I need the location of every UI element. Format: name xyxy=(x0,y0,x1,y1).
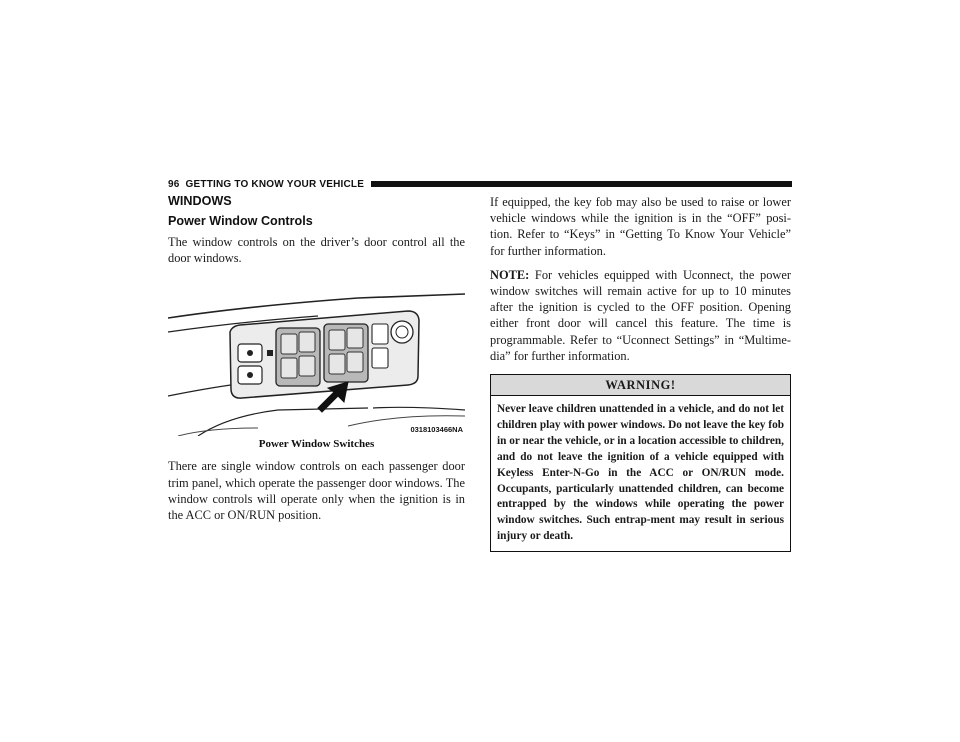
note-label: NOTE: xyxy=(490,267,530,282)
figure-code: 0318103466NA xyxy=(410,425,463,435)
section-title: GETTING TO KNOW YOUR VEHICLE xyxy=(185,178,365,190)
power-window-switches-figure xyxy=(168,288,465,436)
page-header xyxy=(168,177,792,191)
intro-paragraph: The window controls on the driver’s door control all the door windows. xyxy=(168,235,465,266)
figure-caption: Power Window Switches xyxy=(258,438,375,451)
left-column xyxy=(168,192,465,531)
door-panel-illustration xyxy=(168,288,465,436)
key-fob-paragraph: If equipped, the key fob may also be used to raise or lower vehicle windows while the ignition is in the “OFF” posi-tion. Refer to “Keys” in “Getting To Know Your Vehicle” for further information. xyxy=(490,195,791,258)
right-column xyxy=(490,194,791,552)
warning-box xyxy=(490,374,791,552)
passenger-controls-paragraph: There are single window controls on each passenger door trim panel, which operate the passenger door windows. The window controls will operate only when the ignition is in the ACC or ON/RUN position. xyxy=(168,459,465,523)
subsection-heading: Power Window Controls xyxy=(168,214,313,228)
warning-title: WARNING! xyxy=(491,375,790,396)
page-number: 96 xyxy=(168,178,180,190)
note-text: For vehicles equipped with Uconnect, the power window switches will remain active for up to 10 minutes after the ignition is cycled to the OFF position. Opening either front door will cancel this feature. The time is programmable. Refer to “Uconnect Settings” in “Multime-dia” for further information. xyxy=(490,267,791,363)
section-heading: WINDOWS xyxy=(168,194,232,208)
note-paragraph xyxy=(490,267,791,364)
warning-text: Never leave children unattended in a vehicle, and do not let children play with power windows. Do not leave the key fob in or near the vehicle, or in a location accessible to children, and do not leave the ignition of a vehicle equipped with Keyless Enter-N-Go in the ACC or ON/RUN mode. Occupants, particularly unattended children, can become entrapped by the windows while operating the power window switches. Such entrap-ment may result in serious injury or death. xyxy=(497,403,784,543)
header-rule xyxy=(371,181,792,187)
